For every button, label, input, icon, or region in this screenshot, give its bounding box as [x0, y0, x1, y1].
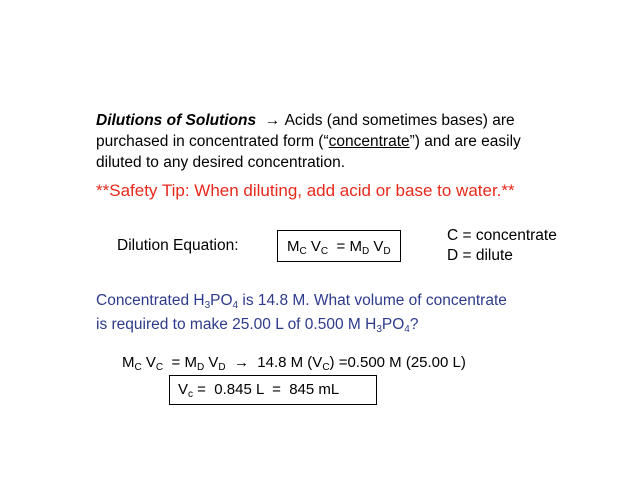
eq-sub: D	[383, 246, 391, 257]
work-v-c: V	[145, 354, 156, 371]
subscript: C	[155, 362, 164, 373]
problem-text: Concentrated H	[96, 292, 205, 309]
subscript: D	[196, 362, 205, 373]
problem-text: is required to make 25.00 L of 0.500 M H	[96, 316, 377, 333]
eq-equals: =	[336, 238, 346, 255]
arrow-glyph: →	[233, 354, 249, 371]
worked-equation	[122, 354, 466, 371]
subscript: C	[322, 362, 330, 373]
answer-v: V	[178, 381, 189, 398]
intro-text-1: Acids (and sometimes bases) are	[284, 112, 515, 129]
problem-statement	[96, 289, 507, 337]
work-m-c: M	[122, 354, 135, 371]
intro-text-2b: ”) and are easily	[409, 133, 521, 150]
subscript: 4	[404, 324, 410, 335]
eq-m-d: M	[349, 238, 362, 255]
concentrate-term: concentrate	[328, 133, 410, 150]
subscript: 3	[204, 300, 211, 311]
answer-value: = 0.845 L = 845 mL	[193, 381, 340, 398]
problem-line-1	[96, 289, 507, 313]
eq-m-c: M	[287, 238, 300, 255]
eq-v-c: V	[310, 238, 321, 255]
intro-paragraph	[96, 110, 521, 173]
work-equals: =	[171, 354, 181, 371]
eq-sub: C	[299, 246, 307, 257]
work-v-d: V	[208, 354, 219, 371]
dilution-equation-label: Dilution Equation:	[117, 237, 239, 254]
intro-text-2a: purchased in concentrated form (“	[96, 133, 329, 150]
problem-text: PO	[210, 292, 233, 309]
legend	[447, 226, 557, 266]
section-title: Dilutions of Solutions	[96, 112, 257, 129]
subscript: D	[218, 362, 226, 373]
eq-sub: D	[361, 246, 370, 257]
problem-line-2	[96, 313, 507, 337]
work-m-d: M	[184, 354, 197, 371]
eq-v-d: V	[373, 238, 384, 255]
intro-line-1	[96, 110, 521, 131]
arrow-glyph: →	[264, 112, 281, 129]
answer-box	[169, 375, 377, 405]
subscript: 3	[376, 324, 382, 335]
problem-text: is 14.8 M. What volume of concentrate	[238, 292, 507, 309]
intro-line-3: diluted to any desired concentration.	[96, 154, 346, 171]
problem-text: PO	[381, 316, 405, 333]
subscript: 4	[232, 300, 239, 311]
work-rhs: ) =0.500 M (25.00 L)	[329, 354, 466, 371]
subscript: C	[134, 362, 142, 373]
subscript: c	[188, 389, 194, 400]
legend-concentrate: C = concentrate	[447, 227, 557, 244]
dilution-equation-box	[277, 230, 401, 262]
safety-tip: **Safety Tip: When diluting, add acid or base to water.**	[96, 181, 515, 200]
eq-sub: C	[320, 246, 329, 257]
legend-dilute: D = dilute	[447, 247, 513, 264]
work-rhs: 14.8 M (V	[257, 354, 323, 371]
problem-text: ?	[409, 316, 419, 333]
intro-line-2	[96, 131, 521, 152]
